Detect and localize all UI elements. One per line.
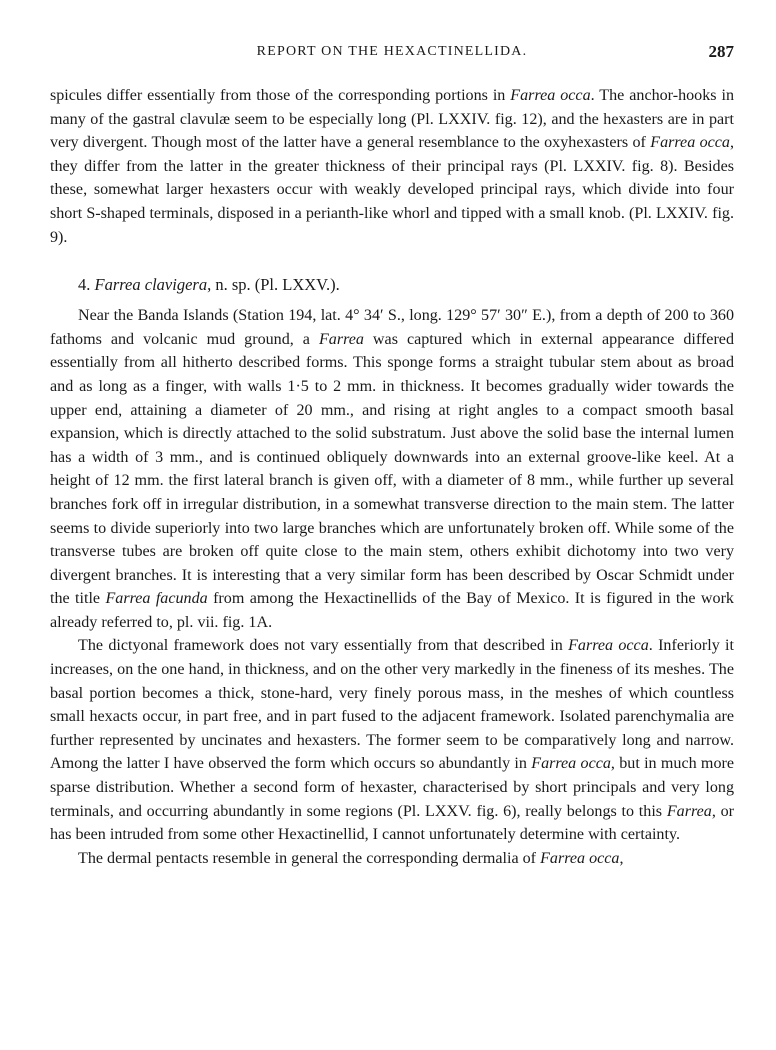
section-heading: 4. Farrea clavigera, n. sp. (Pl. LXXV.). — [78, 275, 340, 295]
paragraph-3: The dictyonal framework does not vary essentially from that described in Farrea occa. Inferiorly it increases, on the one hand, in thickness, and on the other very markedly in the fineness of its meshes. The basal portion becomes a thick, stone-hard, very finely porous mass, in the meshes of which countless small hexacts occur, in part free, and in part fused to the adjacent framework. Isolated parenchymalia are further represented by uncinates and hexasters. The former seem to be comparatively long and narrow. Among the latter I have observed the form which occurs so abundantly in Farrea occa, but in much more sparse distribution. Whether a second form of hexaster, characterised by short principals and very long terminals, and occurring abundantly in some regions (Pl. LXXV. fig. 6), really belongs to this Farrea, or has been intruded from some other Hexactinellid, I cannot unfortunately determine with certainty. — [50, 637, 734, 844]
running-head: REPORT ON THE HEXACTINELLIDA. — [256, 44, 528, 59]
paragraph-1: spicules differ essentially from those of the corresponding portions in Farrea occa. The anchor-hooks in many of the gastral clavulæ seem to be especially long (Pl. LXXIV. fig. 12), and the hexasters are in part very divergent. Though most of the latter have a general resemblance to the oxyhexasters of Farrea occa, they differ from the latter in the greater thickness of their principal rays (Pl. LXXIV. fig. 8). Besides these, somewhat larger hexasters occur with weakly developed principal rays, which divide into four short S-shaped terminals, disposed in a perianth-like whorl and tipped with a small knob. (Pl. LXXIV. fig. 9). — [50, 87, 734, 246]
italic-term: Farrea clavigera — [94, 275, 208, 295]
italic-term: Farrea occa — [510, 87, 591, 104]
paragraph-4: The dermal pentacts resemble in general the corresponding dermalia of Farrea occa, — [78, 849, 624, 867]
page-number: 287 — [708, 42, 734, 61]
italic-term: Farrea occa — [650, 134, 730, 152]
italic-term: Farrea occa — [568, 637, 649, 655]
body-text — [50, 84, 734, 870]
italic-term: Farrea occa — [531, 755, 611, 773]
paragraph-2: Near the Banda Islands (Station 194, lat. 4° 34′ S., long. 129° 57′ 30″ E.), from a depth of 200 to 360 fathoms and volcanic mud ground, a Farrea was captured which in external appearance differed essentially from all hitherto described forms. This sponge forms a straight tubular stem about as broad and as long as a finger, with walls 1·5 to 2 mm. in thickness. It becomes gradually wider towards the upper end, attaining a diameter of 20 mm., and rising at right angles to a compact smooth basal expansion, which is directly attached to the solid substratum. Just above the solid base the internal lumen has a width of 3 mm., and is continued obliquely downwards into an external groove-like keel. At a height of 12 mm. the first lateral branch is given off, with a diameter of 8 mm., while further up several branches fork off in irregular distribution, in a somewhat transverse direction to the main stem. The latter seems to divide superiorly into two large branches which are unfortunately broken off. While some of the transverse tubes are broken off quite close to the main stem, others exhibit dichotomy into two very divergent branches. It is interesting that a very similar form has been described by Oscar Schmidt under the title Farrea facunda from among the Hexactinellids of the Bay of Mexico. It is figured in the work already referred to, pl. vii. fig. 1A. — [50, 307, 734, 631]
italic-term: Farrea occa — [540, 849, 620, 867]
italic-term: Farrea facunda — [105, 590, 208, 608]
italic-term: Farrea — [318, 330, 364, 348]
page-header — [50, 0, 734, 61]
italic-term: Farrea — [666, 802, 712, 820]
